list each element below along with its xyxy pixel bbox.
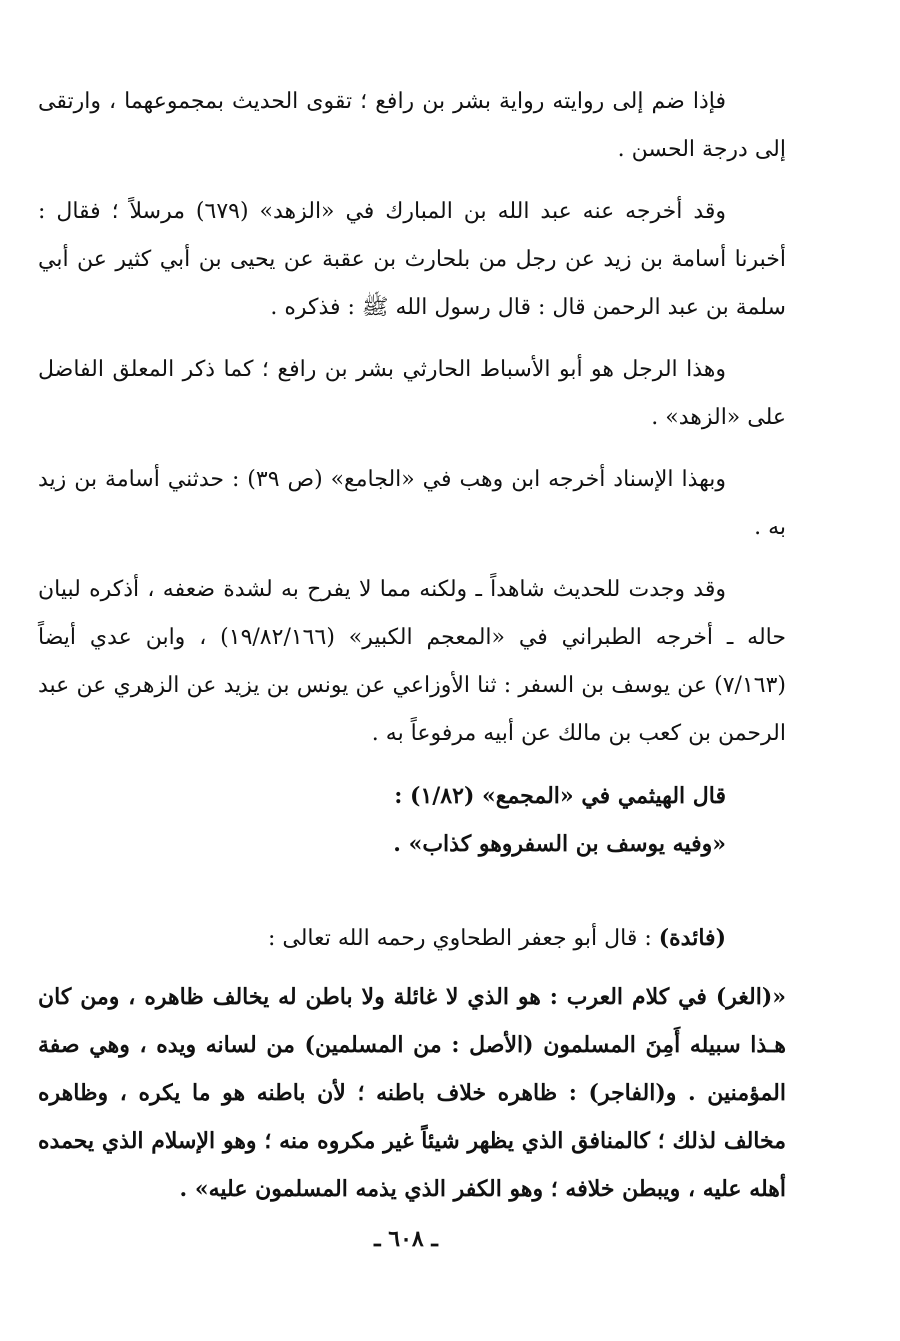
paragraph-ibn-mubarak: وقد أخرجه عنه عبد الله بن المبارك في «الزهد» (٦٧٩) مرسلاً ؛ فقال : أخبرنا أسامة بن زيد عن رجل من بلحارث بن عقبة عن يحيى بن أبي كثير عن أبي سلمة بن عبد الرحمن قال : قال رسول الله ﷺ : فذكره . bbox=[38, 199, 786, 320]
paragraph-ibn-wahb: وبهذا الإسناد أخرجه ابن وهب في «الجامع» (ص ٣٩) : حدثني أسامة بن زيد به . bbox=[38, 467, 786, 540]
faida-label: (فائدة) bbox=[658, 925, 726, 951]
faida-heading bbox=[38, 914, 786, 963]
haythami-intro: قال الهيثمي في «المجمع» (١/٨٢) : bbox=[394, 783, 726, 809]
page-body bbox=[38, 78, 786, 1213]
page-number: ـ ٦٠٨ ـ bbox=[374, 1226, 438, 1252]
haythami-quote: «وفيه يوسف بن السفروهو كذاب» . bbox=[393, 831, 726, 857]
tahawi-quote: «(الغر) في كلام العرب : هو الذي لا غائلة ولا باطن له يخالف ظاهره ، ومن كان هـذا سبيله أَمِنَ المسلمون (الأصل : من المسلمين) من لسانه ويده ، وهي صفة المؤمنين . و(الفاجر) : ظاهره خلاف باطنه ؛ لأن باطنه هو ما يكره ، وظاهره مخالف لذلك ؛ كالمنافق الذي يظهر شيئاً غير مكروه منه ؛ وهو الإسلام الذي يحمده أهله عليه ، ويبطن خلافه ؛ وهو الكفر الذي يذمه المسلمون عليه» . bbox=[38, 984, 786, 1202]
paragraph-shahid: وقد وجدت للحديث شاهداً ـ ولكنه مما لا يفرح به لشدة ضعفه ، أذكره لبيان حاله ـ أخرجه الطبراني في «المعجم الكبير» (١٩/٨٢/١٦٦) ، وابن عدي أيضاً (٧/١٦٣) عن يوسف بن السفر : ثنا الأوزاعي عن يونس بن يزيد عن الزهري عن عبد الرحمن بن كعب بن مالك عن أبيه مرفوعاً به . bbox=[38, 577, 786, 746]
paragraph-hasan: فإذا ضم إلى روايته رواية بشر بن رافع ؛ تقوى الحديث بمجموعهما ، وارتقى إلى درجة الحسن . bbox=[38, 89, 786, 162]
paragraph-abu-asbat: وهذا الرجل هو أبو الأسباط الحارثي بشر بن رافع ؛ كما ذكر المعلق الفاضل على «الزهد» . bbox=[38, 357, 786, 430]
faida-text: : قال أبو جعفر الطحاوي رحمه الله تعالى : bbox=[267, 926, 659, 951]
section-gap bbox=[38, 868, 786, 914]
